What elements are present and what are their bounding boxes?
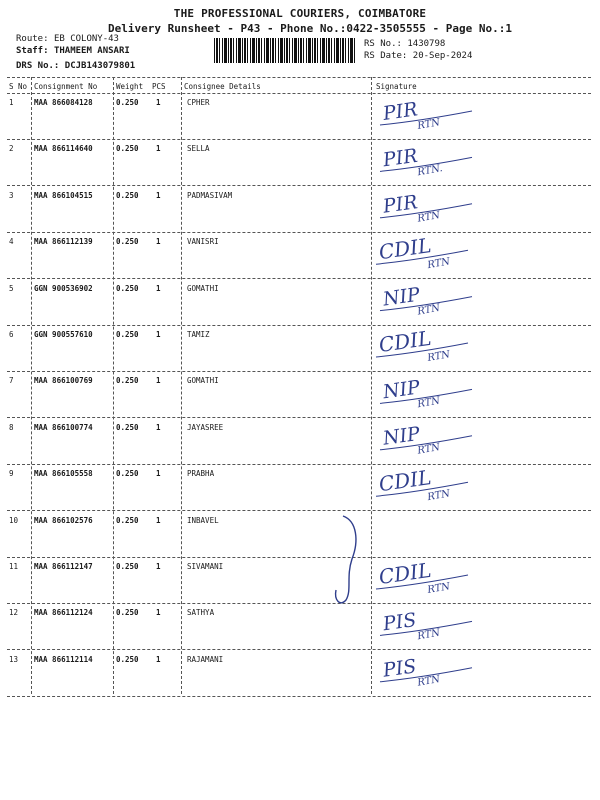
row-consignee: RAJAMANI (187, 654, 224, 664)
row-consignment: MAA 866102576 (34, 515, 93, 525)
staff-value: THAMEEM ANSARI (53, 46, 130, 56)
row-consignment: MAA 866112114 (34, 654, 93, 664)
row-consignee: TAMIZ (187, 330, 210, 339)
row-weight: 0.250 (116, 654, 139, 664)
row-weight: 0.250 (116, 98, 139, 107)
row-sno: 9 (9, 469, 14, 479)
row-sno: 5 (9, 283, 14, 293)
row-sno: 7 (9, 376, 14, 386)
row-weight: 0.250 (116, 469, 139, 479)
route-value: EB COLONY-43 (53, 34, 119, 44)
row-pcs: 1 (156, 144, 161, 154)
row-consignee: PRABHA (187, 469, 215, 479)
col-header-consignment: Consignment No (34, 82, 98, 91)
row-consignment: GGN 900536902 (34, 283, 93, 293)
remark-code: CDIL (377, 465, 433, 497)
row-consignee: SELLA (187, 144, 210, 154)
row-sno: 10 (9, 515, 19, 525)
col-header-pcs: PCS (152, 82, 166, 91)
rtn-note: RTN. (416, 163, 444, 179)
row-sno: 13 (9, 654, 19, 664)
col-header-signature: Signature (376, 82, 417, 91)
drs-label: DRS No.: (16, 61, 60, 71)
row-pcs: 1 (156, 515, 161, 525)
rtn-note: RTN (416, 673, 441, 689)
row-consignment: MAA 866112147 (34, 562, 93, 571)
row-weight: 0.250 (116, 515, 139, 525)
row-consignee: CPHER (187, 98, 210, 107)
row-consignment: MAA 866100774 (34, 422, 93, 432)
remark-code: PIS (381, 608, 418, 636)
row-consignment: MAA 866112124 (34, 608, 93, 618)
row-sno: 3 (9, 190, 14, 200)
row-weight: 0.250 (116, 237, 139, 247)
row-pcs: 1 (156, 562, 161, 571)
row-sno: 2 (9, 144, 14, 154)
rs-no-label: RS No.: (364, 39, 402, 49)
drs-value: DCJB143079801 (64, 61, 136, 71)
row-weight: 0.250 (116, 562, 139, 571)
row-sno: 8 (9, 422, 14, 432)
remark-code: NIP (381, 283, 422, 311)
route-label: Route: (16, 34, 49, 44)
row-pcs: 1 (156, 330, 161, 339)
row-consignment: MAA 866114640 (34, 144, 93, 154)
col-header-consignee: Consignee Details (184, 82, 261, 91)
remark-code: NIP (381, 376, 422, 404)
remark-code: PIR (381, 191, 419, 218)
rtn-note: RTN (416, 302, 441, 318)
company-title: THE PROFESSIONAL COURIERS, COIMBATORE (173, 7, 427, 20)
rtn-note: RTN (416, 117, 441, 132)
row-pcs: 1 (156, 237, 161, 247)
rs-date-value: 20-Sep-2024 (412, 51, 473, 61)
rtn-note: RTN (426, 488, 451, 504)
staff-label: Staff: (16, 46, 49, 56)
runsheet-subtitle: Delivery Runsheet - P43 - Phone No.:0422-3505555 - Page No.:1 (108, 22, 512, 35)
row-consignment: MAA 866112139 (34, 237, 93, 247)
rtn-note: RTN (416, 627, 441, 643)
row-weight: 0.250 (116, 422, 139, 432)
row-consignee: GOMATHI (187, 283, 219, 293)
row-weight: 0.250 (116, 190, 139, 200)
rtn-note: RTN (416, 441, 441, 457)
row-pcs: 1 (156, 654, 161, 664)
row-sno: 1 (9, 98, 14, 107)
row-sno: 12 (9, 608, 19, 618)
rtn-note: RTN (416, 395, 441, 411)
row-pcs: 1 (156, 283, 161, 293)
rtn-note: RTN (416, 209, 441, 225)
row-consignee: SIVAMANI (187, 562, 224, 571)
row-sno: 11 (9, 562, 19, 571)
row-weight: 0.250 (116, 376, 139, 386)
row-consignee: VANISRI (187, 237, 219, 247)
rtn-note: RTN (426, 581, 451, 596)
row-weight: 0.250 (116, 144, 139, 154)
row-weight: 0.250 (116, 330, 139, 339)
row-weight: 0.250 (116, 283, 139, 293)
rtn-note: RTN (426, 349, 451, 364)
row-pcs: 1 (156, 608, 161, 618)
row-consignee: PADMASIVAM (187, 190, 233, 200)
row-pcs: 1 (156, 98, 161, 107)
rtn-note: RTN (426, 256, 451, 272)
remark-code: NIP (381, 422, 422, 450)
row-consignee: GOMATHI (187, 376, 219, 386)
row-sno: 4 (9, 237, 14, 247)
row-pcs: 1 (156, 422, 161, 432)
remark-code: PIS (381, 655, 418, 682)
remark-code: PIR (381, 98, 419, 125)
row-sno: 6 (9, 330, 14, 339)
row-consignee: SATHYA (187, 608, 215, 618)
remark-code: CDIL (377, 557, 433, 589)
remark-code: CDIL (377, 325, 433, 357)
row-consignment: MAA 866084128 (34, 98, 93, 107)
row-pcs: 1 (156, 190, 161, 200)
col-header-weight: Weight (116, 82, 144, 91)
row-pcs: 1 (156, 469, 161, 479)
row-consignment: MAA 866105558 (34, 469, 93, 479)
row-weight: 0.250 (116, 608, 139, 618)
row-consignment: GGN 900557610 (34, 330, 93, 339)
rs-date-label: RS Date: (364, 51, 408, 61)
remark-code: CDIL (377, 233, 433, 265)
remark-code: PIR (381, 144, 419, 172)
col-header-sno: S No (9, 82, 28, 91)
row-pcs: 1 (156, 376, 161, 386)
row-consignment: MAA 866104515 (34, 190, 93, 200)
row-consignee: INBAVEL (187, 515, 219, 525)
row-consignment: MAA 866100769 (34, 376, 93, 386)
rs-no-value: 1430798 (407, 39, 446, 49)
row-consignee: JAYASREE (187, 422, 224, 432)
